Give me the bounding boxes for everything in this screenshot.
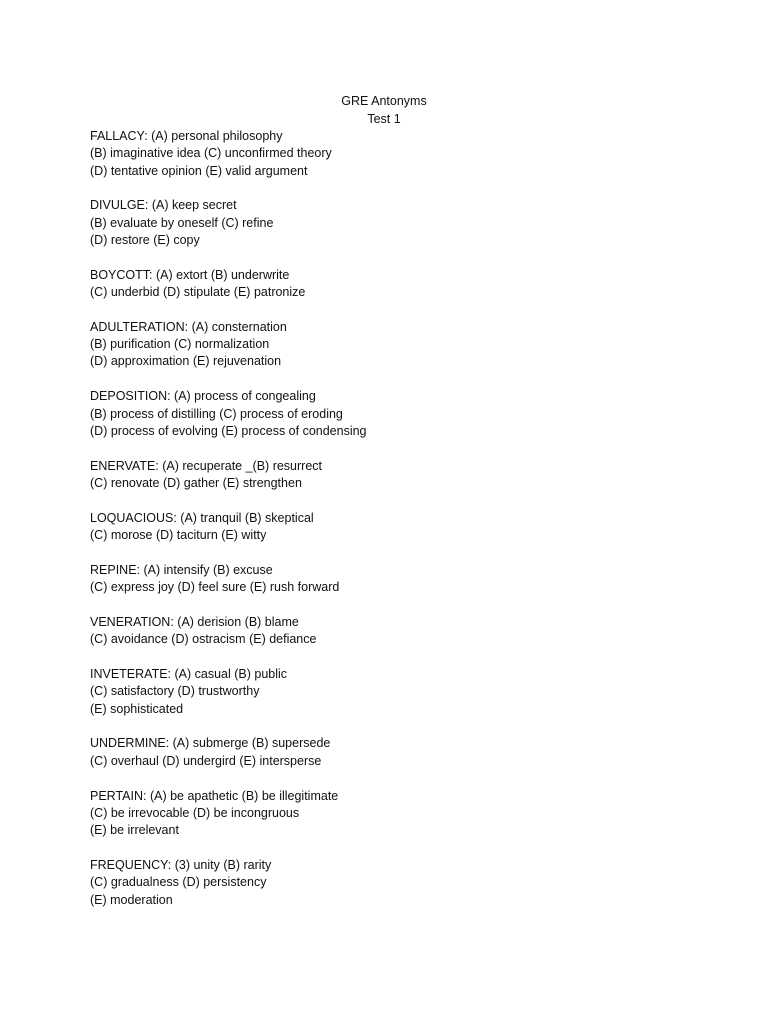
question-line: (B) purification (C) normalization	[90, 337, 270, 352]
question-line: (C) renovate (D) gather (E) strengthen	[90, 475, 302, 490]
question-line: (D) process of evolving (E) process of condensing	[90, 423, 367, 438]
question-line: (D) tentative opinion (E) valid argument	[90, 163, 308, 178]
question-line: (C) avoidance (D) ostracism (E) defiance	[90, 632, 317, 647]
question-undermine	[90, 735, 690, 770]
question-line: DEPOSITION: (A) process of congealing	[90, 389, 316, 404]
question-line: (E) sophisticated	[90, 701, 184, 716]
question-line: (C) morose (D) taciturn (E) witty	[90, 528, 267, 543]
question-loquacious	[90, 510, 690, 545]
document-header	[0, 93, 768, 128]
question-line: VENERATION: (A) derision (B) blame	[90, 614, 299, 629]
document-subtitle: Test 1	[367, 111, 401, 126]
document-title: GRE Antonyms	[341, 94, 427, 108]
question-line: DIVULGE: (A) keep secret	[90, 198, 237, 213]
question-line: (C) be irrevocable (D) be incongruous	[90, 805, 300, 820]
question-line: (B) evaluate by oneself (C) refine	[90, 215, 274, 230]
question-boycott	[90, 267, 690, 302]
question-line: ENERVATE: (A) recuperate _(B) resurrect	[90, 458, 323, 473]
question-inveterate	[90, 666, 690, 718]
question-line: (E) be irrelevant	[90, 823, 179, 838]
question-adulteration	[90, 319, 690, 371]
question-line: UNDERMINE: (A) submerge (B) supersede	[90, 736, 331, 751]
question-veneration	[90, 614, 690, 649]
question-line: (C) satisfactory (D) trustworthy	[90, 684, 260, 699]
question-line: (D) restore (E) copy	[90, 232, 200, 247]
question-line: (C) underbid (D) stipulate (E) patronize	[90, 285, 306, 300]
question-repine	[90, 562, 690, 597]
question-divulge	[90, 197, 690, 249]
question-fallacy	[90, 128, 690, 180]
question-line: REPINE: (A) intensify (B) excuse	[90, 562, 273, 577]
question-enervate	[90, 458, 690, 493]
question-line: ADULTERATION: (A) consternation	[90, 319, 287, 334]
question-line: BOYCOTT: (A) extort (B) underwrite	[90, 267, 290, 282]
question-line: FALLACY: (A) personal philosophy	[90, 129, 283, 143]
question-line: FREQUENCY: (3) unity (B) rarity	[90, 857, 272, 872]
question-line: (B) process of distilling (C) process of eroding	[90, 406, 343, 421]
question-line: (D) approximation (E) rejuvenation	[90, 354, 282, 369]
question-list	[90, 128, 690, 926]
question-line: (E) moderation	[90, 892, 173, 907]
question-pertain	[90, 788, 690, 840]
question-line: (C) overhaul (D) undergird (E) intersperse	[90, 753, 322, 768]
question-line: (C) express joy (D) feel sure (E) rush forward	[90, 580, 340, 595]
question-line: LOQUACIOUS: (A) tranquil (B) skeptical	[90, 510, 314, 525]
question-deposition	[90, 388, 690, 440]
question-line: INVETERATE: (A) casual (B) public	[90, 667, 288, 682]
question-line: (C) gradualness (D) persistency	[90, 875, 267, 890]
question-frequency	[90, 857, 690, 909]
question-line: PERTAIN: (A) be apathetic (B) be illegitimate	[90, 788, 339, 803]
question-line: (B) imaginative idea (C) unconfirmed theory	[90, 146, 332, 161]
